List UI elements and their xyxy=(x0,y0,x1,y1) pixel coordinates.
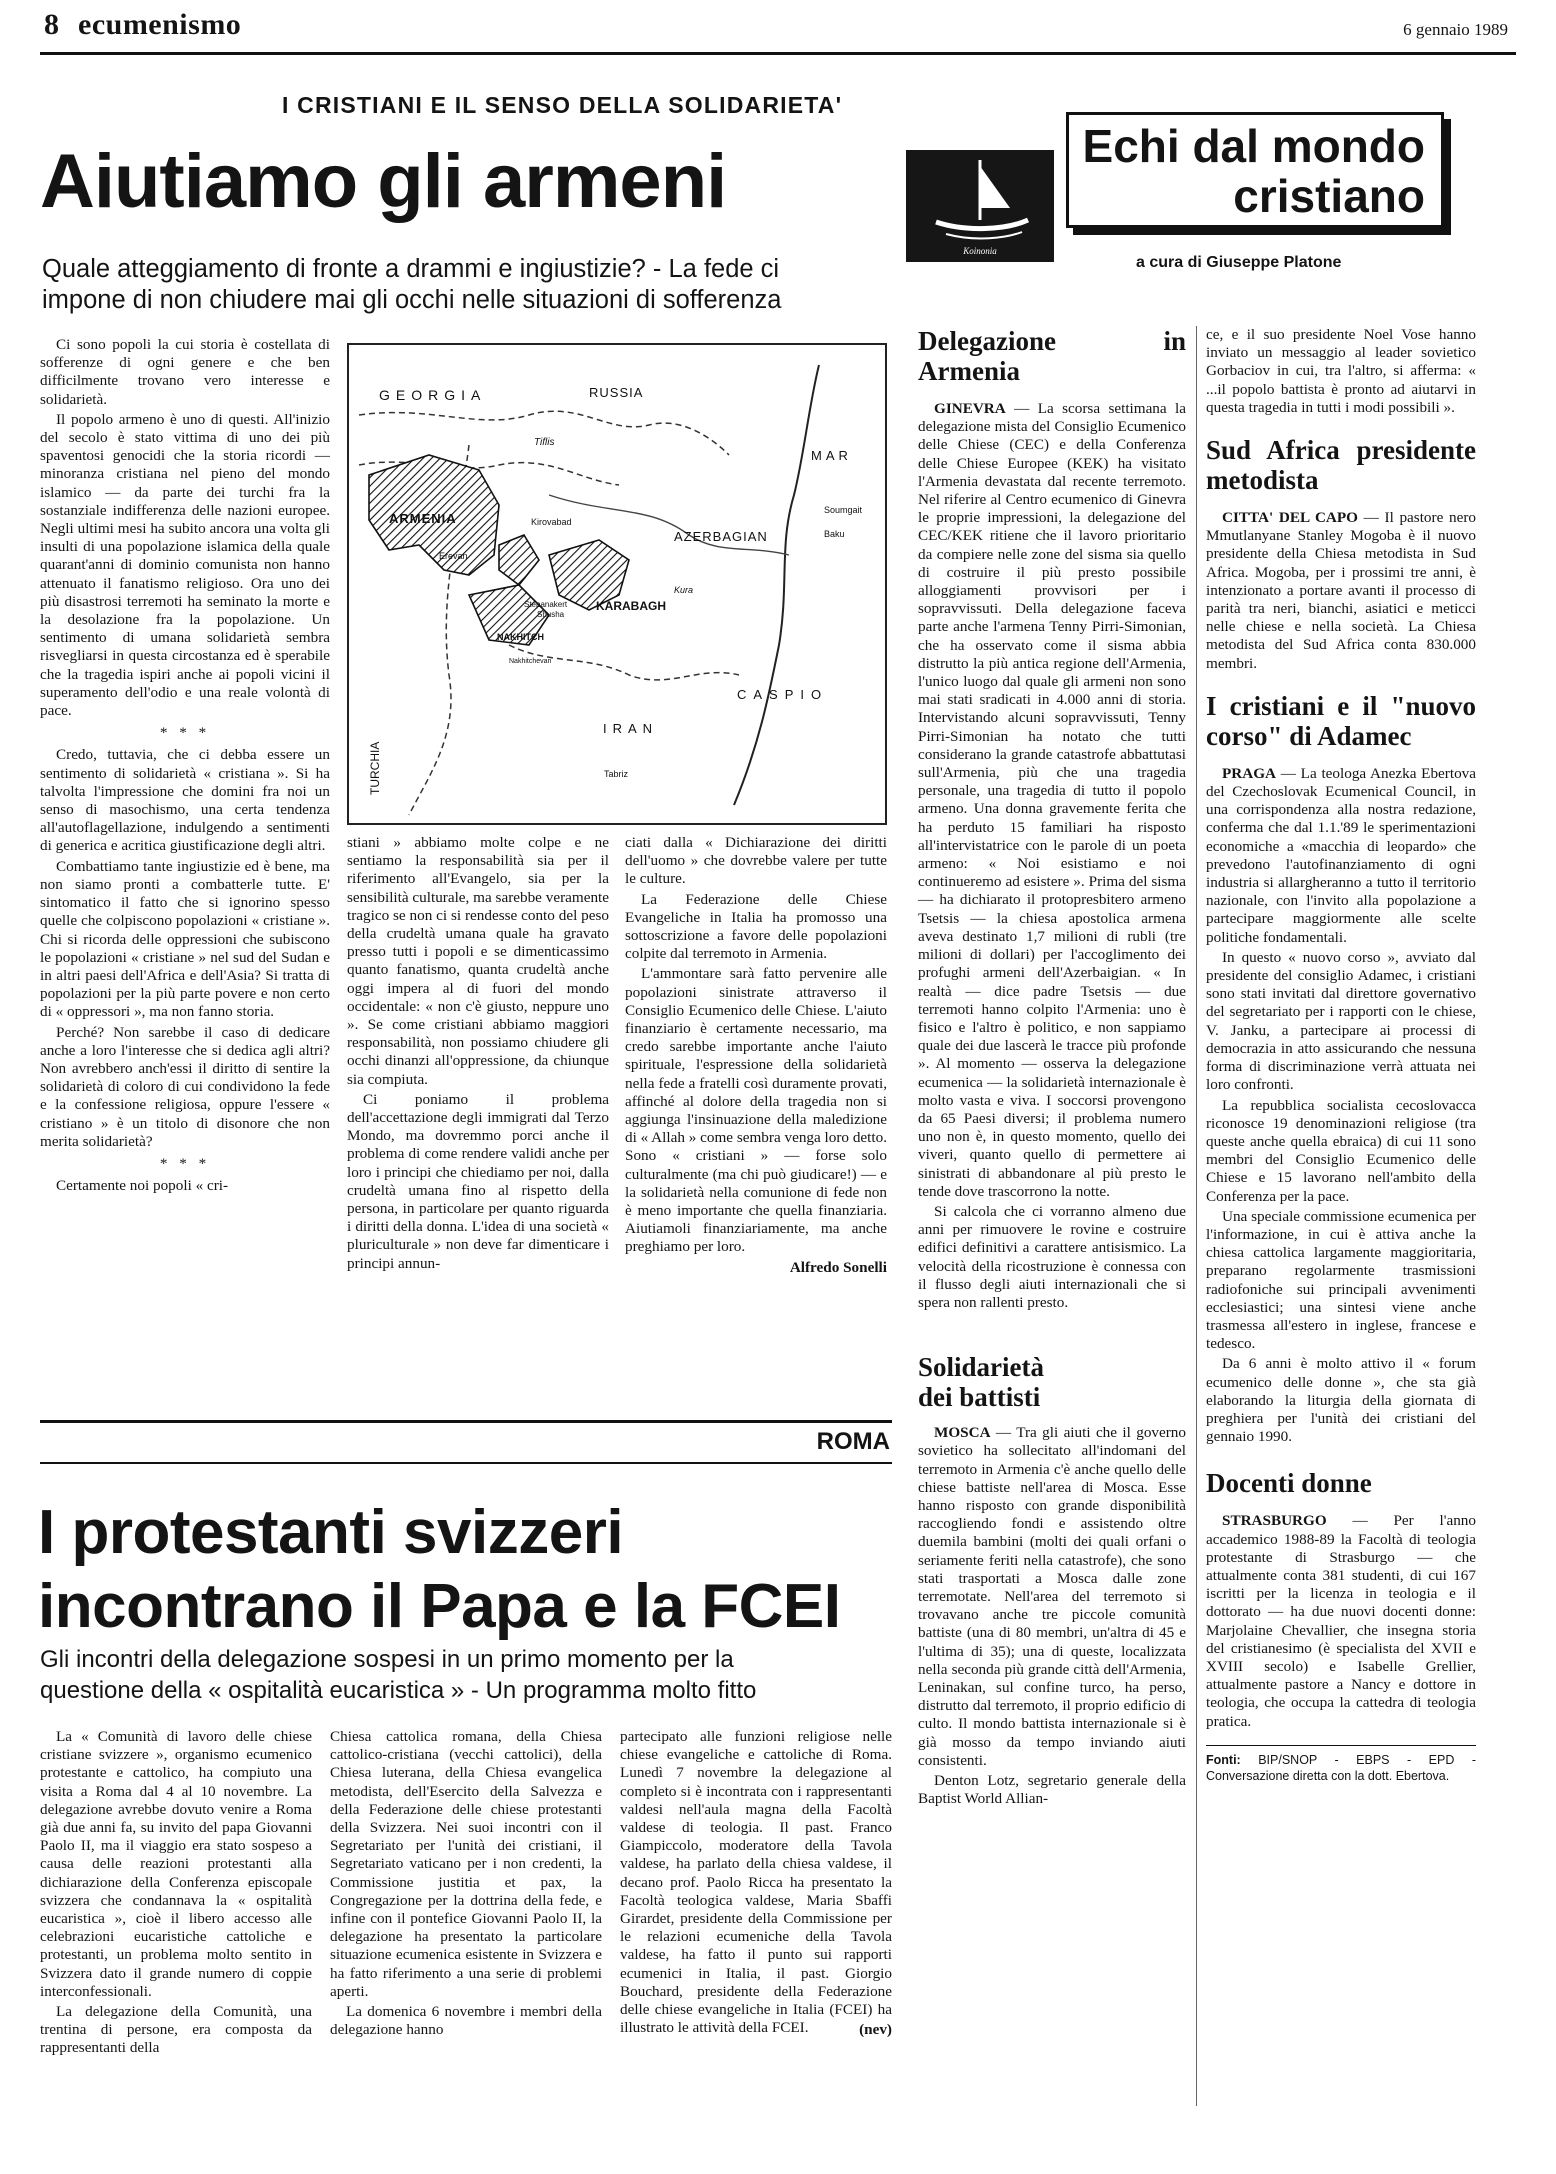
map-label: KARABAGH xyxy=(596,599,666,613)
dateline: GINEVRA xyxy=(934,400,1006,417)
map-label: Kura xyxy=(674,585,694,595)
section-heading: I cristiani e il "nuovo corso" di Adamec xyxy=(1206,690,1476,751)
paragraph: PRAGA — La teologa Anezka Ebertova del Czechoslovak Ecumenical Council, in una corrispondenza alla nostra redazione, conferma che dal 1.1.'89 le sperimentazioni economiche a «macchia di leopardo» che prevedono l'autofinanziamento di ogni industria si allargheranno a tutto il territorio nazionale, con l'invito alla popolazione a partecipare maggiormente alle scelte politiche fondamentali. xyxy=(1206,764,1476,946)
header-rule xyxy=(40,52,1516,55)
map-label: TURCHIA xyxy=(368,741,382,795)
echi-title-line-2: cristiano xyxy=(1233,170,1425,222)
paragraph: MOSCA — Tra gli aiuti che il governo sovietico ha sollecitato all'indomani del terremoto in Armenia c'è anche quello delle chiese battiste nell'area di Mosca. Esse hanno risposto con grande disponibilità raccogliendo fondi e assistendo oltre duemila bambini (molti dei quali orfani o seriamente feriti nella catastrofe), che sono stati trasportati a Mosca dalle zone terremotate. Nell'area del terremoto si trovavano anche tre piccole comunità battiste (una di 80 membri, un'altra di 45 e l'ultima di 35); una di queste, localizzata nella seconda più grande città dell'Armenia, Leninakan, sul confine turco, ha perso, distrutto dal terremoto, il proprio edificio di culto. Il mondo battista internazionale si è già mosso da tempo inviando aiuti consistenti. xyxy=(918,1424,1186,1769)
paragraph: Si calcola che ci vorranno almeno due anni per rimuovere le rovine e costruire edifici definitivi a carattere antisismico. La velocità della ricostruzione è connessa con il flusso degli aiuti internazionali che si spera non rallenti presto. xyxy=(918,1202,1186,1311)
echi-logo xyxy=(906,150,1054,262)
issue-date: 6 gennaio 1989 xyxy=(1403,20,1508,39)
map-label: NAKHITCH xyxy=(497,632,544,642)
map-label: AZERBAGIAN xyxy=(674,529,768,544)
location-kicker: ROMA xyxy=(816,1428,890,1455)
paragraph: La repubblica socialista cecoslovacca riconosce 19 denominazioni religiose (tra queste anche quella ebraica) di cui 11 sono membri del Consiglio Ecumenico delle Chiese e 15 lavorano nell'ambito della Conferenza per la pace. xyxy=(1206,1096,1476,1205)
echi-column-2 xyxy=(1206,326,1476,1786)
map-label: Tiflis xyxy=(534,437,555,448)
map-label: Shusha xyxy=(537,610,565,619)
caspian-coast xyxy=(734,365,819,805)
quake-zone xyxy=(499,535,539,585)
map-label: Tabriz xyxy=(604,769,629,779)
map-label: Stepanakert xyxy=(524,600,568,609)
map-label: ARMENIA xyxy=(389,511,457,526)
page-header xyxy=(0,0,1556,60)
dateline: MOSCA xyxy=(934,1424,991,1442)
section-heading: Solidarietà dei battisti xyxy=(918,1352,1044,1413)
svizzeri-column-1 xyxy=(40,1728,312,2060)
section-heading: Docenti donne xyxy=(1206,1468,1372,1499)
paragraph: Perché? Non sarebbe il caso di dedicare anche a loro l'interesse che si dedica agli altri? Non avrebbero anch'essi il diritto di sentire la solidarietà di coloro di cui condividono la fede e la confessione religiosa, oppure l'essere « cristiano » è un titolo di disonore che non merita solidarietà? xyxy=(40,1023,330,1150)
paragraph: STRASBURGO — Per l'anno accademico 1988-89 la Facoltà di teologia protestante di Strasburgo — che attualmente conta 381 studenti, di cui 167 iscritti per la licenza in teologia e il dottorato — ha due nuovi docenti donne: Marjolaine Chevallier, che insegna storia del cristianesimo (è specialista del XVII e XVIII secolo) e Isabelle Grellier, attualmente pastore a Nancy e dottore in teologia, che occupa la cattedra di teologia pratica. xyxy=(1206,1512,1476,1730)
paragraph: La « Comunità di lavoro delle chiese cristiane svizzere », organismo ecumenico protestante e cattolico, ha compiuto una visita a Roma dal 4 al 10 novembre. La delegazione avrebbe dovuto venire a Roma già due anni fa, su invito del papa Giovanni Paolo II, ma il viaggio era stato sospeso a causa delle reazioni protestanti alla dichiarazione della Conferenza episcopale svizzera che condannava la « ospitalità eucaristica », cioè il libero accesso alle celebrazioni eucaristiche cattoliche e protestanti, un problema molto sentito in Svizzera dato il grande numero di coppie interconfessionali. xyxy=(40,1728,312,2000)
author-signature: (nev) xyxy=(859,2021,892,2039)
armeni-column-3 xyxy=(625,834,887,1279)
paragraph: Chiesa cattolica romana, della Chiesa cattolico-cristiana (vecchi cattolici), della Chiesa luterana, della Chiesa evangelica metodista, dell'Esercito della Salvezza e della Federazione delle chiese protestanti della Svizzera. Nei suoi incontri con il Segretariato per l'unità dei cristiani, il Segretariato vaticano per i non credenti, la Commissione justitia et pax, la Congregazione per la dottrina della fede, e infine con il pontefice Giovanni Paolo II, la delegazione ha presentato la particolare situazione ecumenica esistente in Svizzera e ha fatto riferimento a una serie di problemi aperti. xyxy=(330,1728,602,2000)
armeni-column-1 xyxy=(40,336,330,1197)
headline: Aiutiamo gli armeni xyxy=(40,139,727,224)
map-label: MAR xyxy=(811,448,852,463)
echi-byline: a cura di Giuseppe Platone xyxy=(1136,254,1342,271)
paragraph: Ci poniamo il problema dell'accettazione degli immigrati dal Terzo Mondo, ma dovremmo porci anche il problema di come rendere validi anche per loro i principi che chiediamo per noi, dalla crudeltà umana fino al rispetto della persona, in particolare per quanto riguarda i diritti della donna. L'idea di una società « pluriculturale » non deve far dimenticare i principi annun- xyxy=(347,1090,609,1272)
headline-svizzeri: I protestanti svizzeri incontrano il Papa e la FCEI xyxy=(38,1498,841,1641)
map-graphic xyxy=(349,345,885,823)
kicker-rule xyxy=(40,1462,892,1464)
section-heading: Delegazione in Armenia xyxy=(918,326,1186,386)
paragraph: partecipato alle funzioni religiose nelle chiese evangeliche e cattoliche di Roma. Lunedì 7 novembre la delegazione al completo si è incontrata con i rappresentanti valdesi nell'aula magna della Facoltà valdese di teologia. Il past. Franco Giampiccolo, moderatore della Tavola valdese, ha parlato della chiesa valdese, il decano prof. Paolo Ricca ha presentato la Facoltà teologica valdese, Maria Sbaffi Girardet, presidente della Commissione per le relazioni ecumeniche della Tavola valdese, ha fatto il punto sui rapporti ecumenici in Italia, il past. Giorgio Bouchard, presidente della Federazione delle chiese evangeliche in Italia (FCEI) ha illustrato le attività della FCEI. xyxy=(620,1728,892,2037)
map-label: Kirovabad xyxy=(531,517,572,527)
sources-note: Fonti: BIP/SNOP - EBPS - EPD - Conversazione diretta con la dott. Ebertova. xyxy=(1206,1752,1476,1783)
paragraph: Certamente noi popoli « cri- xyxy=(56,1177,229,1195)
paragraph: ciati dalla « Dichiarazione dei diritti dell'uomo » che dovrebbe valere per tutte le culture. xyxy=(625,834,887,888)
armeni-column-2 xyxy=(347,834,609,1275)
russia-border xyxy=(359,411,729,455)
separator: * * * xyxy=(159,724,211,742)
map-label: Baku xyxy=(824,529,845,539)
paragraph: L'ammontare sarà fatto pervenire alle popolazioni sinistrate attraverso il Consiglio Ecumenico delle Chiese. L'aiuto finanziario è certamente necessario, ma credo sarebbe importante anche l'aiuto spirituale, l'espressione della solidarietà nella fede a fratelli così duramente provati, affinché al dolore della tragedia non si aggiunga l'insinuazione della maledizione di « Allah » come sembra venga loro detto. Sono « cristiani » — forse solo culturalmente (ma chi può giudicare!) — e la solidarietà nella comunione di fede non è meno importante che quella finanziaria. Aiutiamoli finanziariamente, ma anche preghiamo per loro. xyxy=(625,965,887,1256)
map-label: Nakhitchevan xyxy=(509,658,552,665)
paragraph: Da 6 anni è molto attivo il « forum ecumenico delle donne », che sta già elaborando la liturgia della giornata di preghiera per l'unità dei cristiani del gennaio 1990. xyxy=(1206,1355,1476,1446)
echi-column-1 xyxy=(918,326,1186,1810)
paragraph: Ci sono popoli la cui storia è costellata di sofferenze di ogni genere e che ben difficilmente trovano vero interesse e solidarietà. xyxy=(40,336,330,408)
map-label: IRAN xyxy=(603,721,659,736)
dateline: PRAGA xyxy=(1222,764,1276,782)
paragraph: La domenica 6 novembre i membri della delegazione hanno xyxy=(330,2003,602,2039)
svizzeri-column-2 xyxy=(330,1728,602,2041)
paragraph: La delegazione della Comunità, una trentina di persone, era composta da rappresentanti della xyxy=(40,2003,312,2057)
section-heading: Sud Africa presidente metodista xyxy=(1206,435,1476,496)
paragraph: In questo « nuovo corso », avviato dal presidente del consiglio Adamec, i cristiani sono stati invitati dal direttore governativo del segretariato per i rapporti con le chiese, V. Janku, a partecipare ai processi di democrazia in atto assicurando che nessuna forma di discriminazione verrà attuata nei loro confronti. xyxy=(1206,948,1476,1094)
paragraph: La Federazione delle Chiese Evangeliche in Italia ha promosso una sottoscrizione a favore delle popolazioni colpite dal terremoto in Armenia. xyxy=(625,890,887,963)
subheadline-svizzeri: Gli incontri della delegazione sospesi in un primo momento per la questione della « ospitalità eucaristica » - Un programma molto fitto xyxy=(40,1646,757,1704)
logo-caption: Koinonia xyxy=(963,246,997,256)
kicker: I CRISTIANI E IL SENSO DELLA SOLIDARIETA' xyxy=(282,92,843,118)
sources-label: Fonti: xyxy=(1206,1752,1241,1767)
map-label: RUSSIA xyxy=(589,385,644,400)
separator: * * * xyxy=(159,1154,211,1172)
paragraph: Credo, tuttavia, che ci debba essere un sentimento di solidarietà « cristiana ». Si ha talvolta l'impressione che domini fra noi un senso di masochismo, una certa tendenza all'autoflagellazione, indulgendo a sentimenti di generica e acritica giustificazione degli altri. xyxy=(40,746,330,855)
subheadline: Quale atteggiamento di fronte a drammi e ingiustizie? - La fede ci impone di non chiudere mai gli occhi nelle situazioni di sofferenza xyxy=(42,255,782,314)
map-label: GEORGIA xyxy=(379,387,487,403)
paragraph: Combattiamo tante ingiustizie ed è bene, ma non siamo pronti a combatterle tutte. E' sintomatico il fatto che si ignorino spesso quelle che colpiscono popolazioni « cristiane ». Chi si ricorda delle oppressioni che subiscono le popolazioni « cristiane » nel sud del Sudan e in altri paesi dell'Africa e dell'Asia? Si tratta di popolazioni per la più parte povere e non certo di « oppressori », ma non fanno storia. xyxy=(40,857,330,1021)
paragraph: Denton Lotz, segretario generale della Baptist World Allian- xyxy=(918,1772,1186,1808)
page-number: 8 xyxy=(44,8,59,41)
sources-rule xyxy=(1206,1745,1476,1746)
dateline: STRASBURGO xyxy=(1222,1512,1327,1530)
article-divider xyxy=(40,1420,892,1423)
echi-title-line-1: Echi dal mondo xyxy=(1082,120,1425,172)
paragraph: Una speciale commissione ecumenica per l'informazione, in cui è attiva anche la chiesa cattolica largamente maggioritaria, preparano regolarmente trasmissioni radiofoniche sui principali avvenimenti ecclesiastici; una sintesi viene anche trasmessa all'estero in inglese, francese e tedesco. xyxy=(1206,1207,1476,1353)
paragraph: ce, e il suo presidente Noel Vose hanno inviato un messaggio al leader sovietico Gorbaciov in cui, tra l'altro, si afferma: « ...il popolo battista è pronto ad aiutarvi in questa tragedia in tutti i modi possibili ». xyxy=(1206,326,1476,416)
section-name: ecumenismo xyxy=(78,8,242,41)
map-label: Soumgait xyxy=(824,505,863,515)
paragraph: stiani » abbiamo molte colpe e ne sentiamo la responsabilità sia per il riferimento all'Evangelo, sia per la sensibilità culturale, ma sarebbe veramente tragico se non ci si rendesse conto del peso della crudeltà umana quale ha gravato presso tutti i popoli e se dimenticassimo quanto fanatismo, quanta crudeltà anche oggi impera al di fuori del mondo occidentale: « non c'è giusto, neppure uno ». Se come cristiani abbiamo maggiori responsabilità, non possiamo chiudere gli occhi dinanzi all'oppressione, da chiunque sia compiuta. xyxy=(347,834,609,1088)
paragraph: CITTA' DEL CAPO — Il pastore nero Mmutlanyane Stanley Mogoba è il nuovo presidente della Chiesa metodista in Sud Africa. Mogoba, per i prossimi tre anni, è intenzionato a portare avanti il processo di parità tra neri, bianchi, asiatici e meticci nelle chiese e nella società. La Chiesa metodista del Sud Africa conta 830.000 membri. xyxy=(1206,509,1476,672)
boat-icon xyxy=(906,150,1054,262)
paragraph: Il popolo armeno è uno di questi. All'inizio del secolo è stato vittima di uno dei più spaventosi genocidi che la storia ricordi — minoranza cristiana nel pieno del mondo islamico — da parte dei turchi fra la sostanziale indifferenza delle nazioni europee. Negli ultimi mesi ha subito ancora una volta gli insulti di una popolazione islamica della quale quarant'anni di dominio comunista non hanno attenuato il fanatismo religioso. Ora uno dei più disastrosi terremoti ha seminato la morte e la desolazione fra la popolazione. Un sentimento di umana solidarietà sembra risvegliarsi in questa circostanza ed è sperabile che la tragedia ispiri anche ai popoli vicini il superamento dell'odio e una reale volontà di pace. xyxy=(40,410,330,720)
author-signature: Alfredo Sonelli xyxy=(789,1258,887,1276)
echi-title-box xyxy=(1066,112,1444,228)
caucasus-map xyxy=(347,343,887,825)
paragraph: GINEVRA — La scorsa settimana la delegazione mista del Consiglio Ecumenico delle Chiese (CEC) e della Conferenza delle Chiese Europee (KEK) ha visitato l'Armenia devastata dal recente terremoto. Nel riferire al Centro ecumenico di Ginevra le proprie impressioni, la delegazione del CEC/KEK ritiene che il lavoro prioritario da compiere nelle zone del sisma sia quello di costruire il più presto possibile alloggiamenti provvisori per i sopravvissuti. Della delegazione faceva parte anche l'armena Tenny Pirri-Simonian, che ha osservato come il sisma abbia distrutto la più antica regione dell'Armenia, l'unico luogo dal quale gli armeni non sono mai stati sradicati in 4.000 anni di storia. Intervistando alcuni sopravvissuti, Tenny Pirri-Simonian ha notato che tutti considerano la grande catastrofe abbattutasi sull'Armenia, più che una tragedia personale, una tragedia di tutto il popolo armeno. Una donna gravemente ferita che ha perduto 15 familiari ha risposto all'intervistatrice con le parole di un poeta armeno: « Noi esistiamo e noi continueremo ad esistere ». Prima del sisma — ha dichiarato il protopresbitero armeno Tsetsis — la chiesa apostolica armena aveva destinato 1,7 milioni di rubli (tre milioni di dollari) per l'accoglimento dei profughi armeni dell'Azerbaigian. « In realtà — dice padre Tsetsis — due terremoti hanno colpito l'Armenia: uno è fisico e l'altro è politico, e non sappiamo quale dei due lascerà le tracce più profonde ». Al momento — osserva la delegazione ecumenica — la solidarietà internazionale è molto vasta e viva. I soccorsi provengono da 65 Paesi diversi; il problema numero uno non è, in questo momento, quello dei viveri, quanto quello di permettere ai sinistrati di abbandonare al più presto le tende dove trascorrono la notte. xyxy=(918,400,1186,1200)
svizzeri-column-3 xyxy=(620,1728,892,2042)
map-label: Erevan xyxy=(439,551,468,561)
map-label: CASPIO xyxy=(737,687,829,702)
sidebar-divider xyxy=(1196,326,1197,2106)
dateline: CITTA' DEL CAPO xyxy=(1222,509,1358,527)
